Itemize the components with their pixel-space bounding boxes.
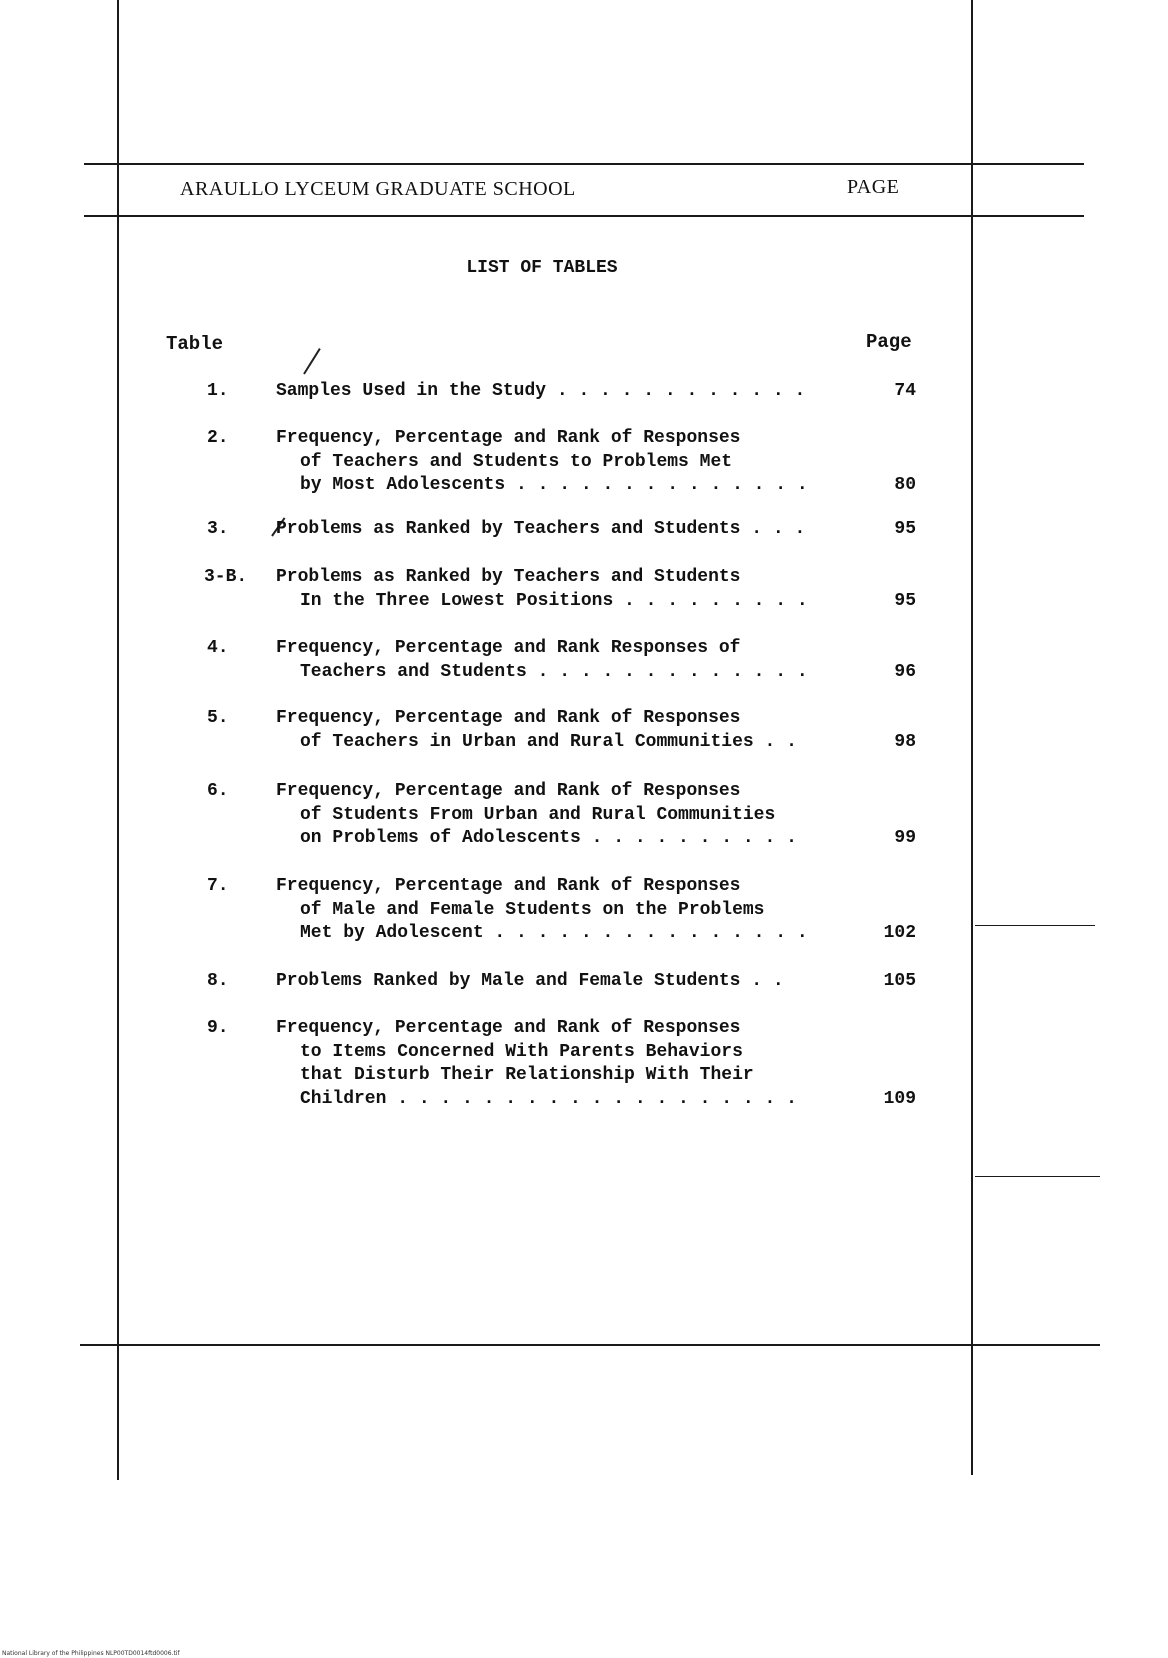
caption-line: of Male and Female Students on the Problems	[300, 899, 765, 920]
table-number: 2.	[207, 428, 229, 448]
table-caption	[276, 380, 866, 404]
caption-line: Teachers and Students . . . . . . . . . . . . .	[300, 661, 808, 682]
table-caption	[276, 518, 866, 542]
page-number: 98	[894, 731, 916, 752]
table-caption	[276, 780, 866, 851]
caption-line: by Most Adolescents . . . . . . . . . . . . . .	[300, 475, 808, 495]
table-number: 4.	[207, 638, 229, 658]
footer-rule	[80, 1344, 1100, 1346]
margin-rule-1	[975, 925, 1095, 926]
table-number: 7.	[207, 876, 229, 896]
table-caption	[276, 875, 866, 946]
list-title: LIST OF TABLES	[466, 258, 618, 278]
margin-rule-2	[975, 1176, 1100, 1177]
table-number: 5.	[207, 708, 229, 728]
table-caption	[276, 1017, 866, 1111]
table-caption	[276, 970, 866, 994]
caption-line: on Problems of Adolescents . . . . . . . . . .	[300, 828, 797, 848]
caption-line: Frequency, Percentage and Rank of Responses	[276, 781, 741, 801]
caption-line: Frequency, Percentage and Rank of Responses	[276, 1018, 741, 1038]
caption-line: of Teachers in Urban and Rural Communities . .	[300, 731, 797, 752]
caption-line: Frequency, Percentage and Rank of Responses	[276, 876, 741, 896]
scan-source-note: National Library of the Philippines NLP00TD0014ftd0006.tif	[2, 1650, 180, 1657]
page-number: 99	[894, 828, 916, 848]
caption-line: In the Three Lowest Positions . . . . . . . . .	[300, 590, 808, 611]
table-number: 1.	[207, 381, 229, 401]
table-caption	[276, 707, 866, 754]
frame-right-rule	[971, 0, 973, 1475]
page-number: 109	[883, 1088, 916, 1109]
caption-line: Met by Adolescent . . . . . . . . . . . . . . .	[300, 923, 808, 943]
page-number: 105	[883, 971, 916, 991]
caption-line: that Disturb Their Relationship With Their	[300, 1065, 754, 1085]
page-number: 95	[894, 590, 916, 611]
table-caption	[276, 637, 866, 684]
page-number: 95	[894, 519, 916, 539]
table-caption	[276, 427, 866, 498]
table-number: 6.	[207, 781, 229, 801]
caption-line: to Items Concerned With Parents Behaviors	[300, 1041, 743, 1062]
frame-left-rule	[117, 0, 119, 1480]
header-top-rule	[84, 163, 1084, 165]
caption-line: Frequency, Percentage and Rank of Responses	[276, 428, 741, 448]
page-column-head: Page	[866, 331, 912, 353]
caption-line: Children . . . . . . . . . . . . . . . . . . .	[300, 1088, 797, 1109]
caption-line: Samples Used in the Study . . . . . . . . . . . .	[276, 381, 806, 401]
pen-check-mark	[303, 348, 321, 375]
school-name: ARAULLO LYCEUM GRADUATE SCHOOL	[180, 178, 576, 200]
table-number: 3.	[207, 519, 229, 539]
caption-line: Problems Ranked by Male and Female Students . .	[276, 971, 784, 991]
caption-line: of Teachers and Students to Problems Met	[300, 451, 733, 472]
table-number: 9.	[207, 1018, 229, 1038]
caption-line: Problems as Ranked by Teachers and Students	[276, 567, 741, 587]
table-caption	[276, 566, 866, 613]
page-label: PAGE	[847, 176, 900, 198]
caption-line: Frequency, Percentage and Rank of Responses	[276, 708, 741, 728]
table-number: 3-B.	[204, 567, 248, 587]
caption-line: Problems as Ranked by Teachers and Students . . .	[276, 519, 806, 539]
page-number: 102	[883, 923, 916, 943]
header-bottom-rule	[84, 215, 1084, 217]
caption-line: of Students From Urban and Rural Communities	[300, 804, 776, 825]
page-number: 74	[894, 381, 916, 401]
table-column-head: Table	[166, 333, 224, 355]
caption-line: Frequency, Percentage and Rank Responses of	[276, 638, 741, 658]
page-number: 96	[894, 661, 916, 682]
page-number: 80	[894, 475, 916, 495]
table-number: 8.	[207, 971, 229, 991]
